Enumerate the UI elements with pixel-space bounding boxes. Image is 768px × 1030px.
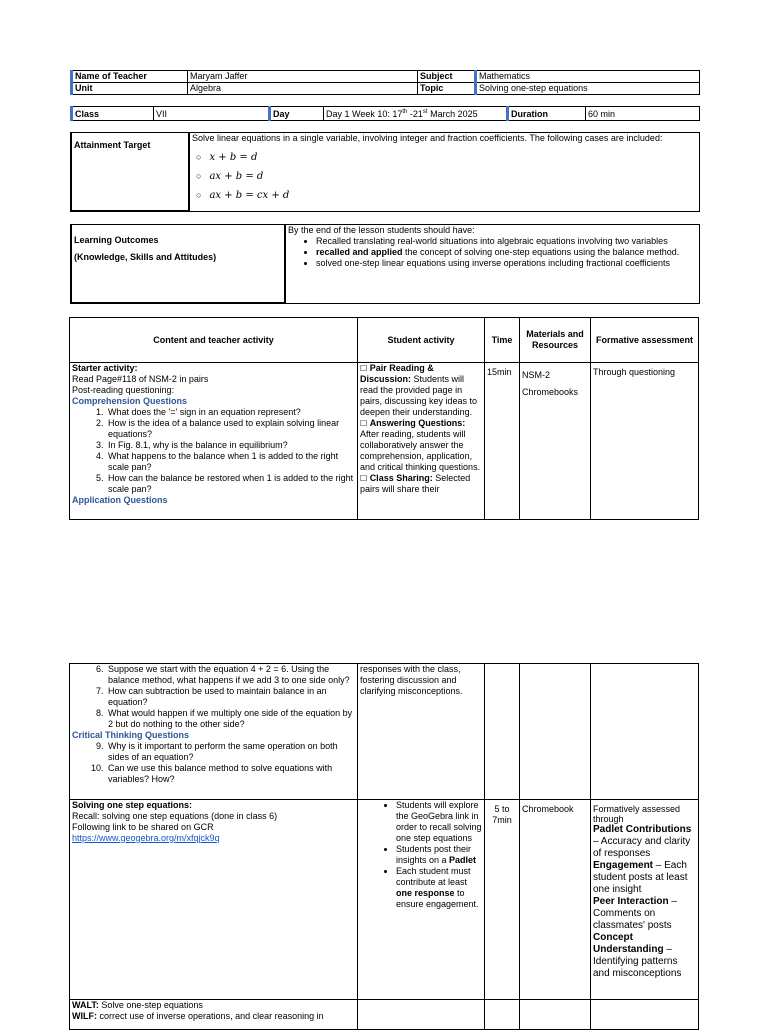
fa-item: Peer Interaction – Comments on classmates' posts — [593, 896, 677, 931]
case-3: ○ ax + b = cx + d — [196, 190, 290, 201]
unit-value: Algebra — [188, 83, 418, 95]
comp-question: 5. How can the balance be restored when 1 is added to the right scale pan? — [106, 473, 355, 495]
topic-value: Solving one-step equations — [476, 83, 700, 95]
duration-value: 60 min — [586, 107, 700, 121]
header-table — [70, 70, 700, 95]
starter-assessment: Through questioning — [591, 363, 699, 520]
fa-item: Engagement – Each student posts at least one insight — [593, 860, 688, 895]
day-value: Day 1 Week 10: 17th -21st March 2025 — [324, 107, 508, 121]
header-student: Student activity — [358, 318, 485, 363]
checkbox-icon: ☐ — [360, 474, 368, 483]
app-question: 6. Suppose we start with the equation 4 + 2 = 6. Using the balance method, what happens if we add 3 to one side only? — [106, 664, 355, 686]
solving-content — [70, 800, 358, 1000]
wilf-line: WILF: correct use of inverse operations, and clear reasoning in — [72, 1011, 324, 1021]
outcomes-intro: By the end of the lesson students should have: — [288, 225, 475, 235]
unit-label: Unit — [72, 83, 188, 95]
attainment-text: Solve linear equations in a single variable, involving integer and fraction coefficients. The following cases are included: — [192, 133, 663, 143]
attainment-label: Attainment Target — [71, 133, 189, 212]
solving-time: 5 to 7min — [485, 800, 520, 1000]
walt-assessment — [591, 1000, 699, 1030]
outcome-3: • solved one-step linear equations using inverse operations including fractional coefficients — [316, 258, 697, 269]
walt-materials — [520, 1000, 591, 1030]
starter-student — [358, 363, 485, 520]
day-label: Day — [270, 107, 324, 121]
starter-content — [70, 363, 358, 520]
critical-heading: Critical Thinking Questions — [72, 730, 190, 740]
continued-content — [70, 664, 358, 800]
subject-value: Mathematics — [476, 71, 700, 83]
walt-line: WALT: Solve one-step equations — [72, 1000, 203, 1010]
solving-line2: Following link to be shared on GCR — [72, 822, 214, 832]
continued-student: responses with the class, fostering discussion and clarifying misconceptions. — [358, 664, 485, 800]
starter-time: 15min — [485, 363, 520, 520]
app-question: 7. How can subtraction be used to maintain balance in an equation? — [106, 686, 355, 708]
lesson-table-part1 — [69, 317, 699, 520]
comp-question: 1. What does the '=' sign in an equation represent? — [106, 407, 355, 418]
walt-time — [485, 1000, 520, 1030]
outcomes-sublabel: (Knowledge, Skills and Attitudes) — [74, 252, 217, 262]
app-question: 8. What would happen if we multiply one side of the equation by 2 but do nothing to the other side? — [106, 708, 355, 730]
header-materials: Materials and Resources — [520, 318, 591, 363]
topic-label: Topic — [418, 83, 476, 95]
solving-assessment: Formatively assessed through Padlet Contributions – Accuracy and clarity of responses Engagement – Each student posts at least one insight Peer Interaction – Comments on classmates' posts Concept Understanding – Identifying patterns and misconceptions — [591, 800, 699, 1000]
outcomes-label: Learning Outcomes — [74, 235, 159, 245]
case-2: ○ ax + b = d — [196, 171, 264, 182]
solving-student — [358, 800, 485, 1000]
header-content: Content and teacher activity — [70, 318, 358, 363]
solving-materials: Chromebook — [520, 800, 591, 1000]
class-table — [70, 106, 700, 121]
solving-step: • Each student must contribute at least one response to ensure engagement. — [396, 866, 482, 910]
answering-questions: ☐ Answering Questions: After reading, students will collaboratively answer the comprehension, application, and critical thinking questions. — [360, 418, 481, 472]
solving-step: • Students will explore the GeoGebra link in order to recall solving one step equations — [396, 800, 482, 844]
header-time: Time — [485, 318, 520, 363]
comp-question: 3. In Fig. 8.1, why is the balance in equilibrium? — [106, 440, 355, 451]
teacher-label: Name of Teacher — [72, 71, 188, 83]
class-value: VII — [154, 107, 270, 121]
crit-question: 10. Can we use this balance method to solve equations with variables? How? — [106, 763, 355, 785]
outcome-2: • recalled and applied the concept of solving one-step equations using the balance method. — [316, 247, 697, 258]
solving-line1: Recall: solving one step equations (done in class 6) — [72, 811, 278, 821]
comprehension-heading: Comprehension Questions — [72, 396, 188, 406]
header-assessment: Formative assessment — [591, 318, 699, 363]
starter-materials: NSM-2 Chromebooks — [520, 363, 591, 520]
continued-time — [485, 664, 520, 800]
fa-item: Padlet Contributions – Accuracy and clarity of responses — [593, 824, 692, 859]
walt-student — [358, 1000, 485, 1030]
checkbox-icon: ☐ — [360, 419, 368, 428]
outcomes-content — [285, 225, 700, 304]
case-1: ○ x + b = d — [196, 152, 258, 163]
application-heading: Application Questions — [72, 495, 168, 505]
class-label: Class — [72, 107, 154, 121]
continued-assessment — [591, 664, 699, 800]
teacher-value: Maryam Jaffer — [188, 71, 418, 83]
comp-question: 2. How is the idea of a balance used to explain solving linear equations? — [106, 418, 355, 440]
attainment-content — [189, 133, 700, 212]
continued-materials — [520, 664, 591, 800]
geogebra-link[interactable]: https://www.geogebra.org/m/xfqjck9q — [72, 833, 220, 843]
crit-question: 9. Why is it important to perform the same operation on both sides of an equation? — [106, 741, 355, 763]
starter-line1: Read Page#118 of NSM-2 in pairs — [72, 374, 209, 384]
attainment-table — [70, 132, 700, 212]
class-sharing: ☐ Class Sharing: Selected pairs will share their — [360, 473, 471, 494]
solving-step: • Students post their insights on a Padlet — [396, 844, 482, 866]
pair-reading: ☐ Pair Reading & Discussion: Students will read the provided page in pairs, discussing key ideas to deepen their understanding. — [360, 363, 478, 417]
walt-content — [70, 1000, 358, 1030]
solving-title: Solving one step equations: — [72, 800, 193, 810]
lesson-table-part2 — [69, 663, 699, 1030]
outcome-1: • Recalled translating real-world situations into algebraic equations involving two variables — [316, 236, 697, 247]
outcomes-label-cell — [71, 225, 285, 304]
fa-item: Concept Understanding – Identifying patterns and misconceptions — [593, 932, 682, 979]
outcomes-table — [70, 224, 700, 304]
duration-label: Duration — [508, 107, 586, 121]
comp-question: 4. What happens to the balance when 1 is added to the right scale pan? — [106, 451, 355, 473]
starter-title: Starter activity: — [72, 363, 138, 373]
subject-label: Subject — [418, 71, 476, 83]
starter-line2: Post-reading questioning: — [72, 385, 175, 395]
checkbox-icon: ☐ — [360, 364, 368, 373]
